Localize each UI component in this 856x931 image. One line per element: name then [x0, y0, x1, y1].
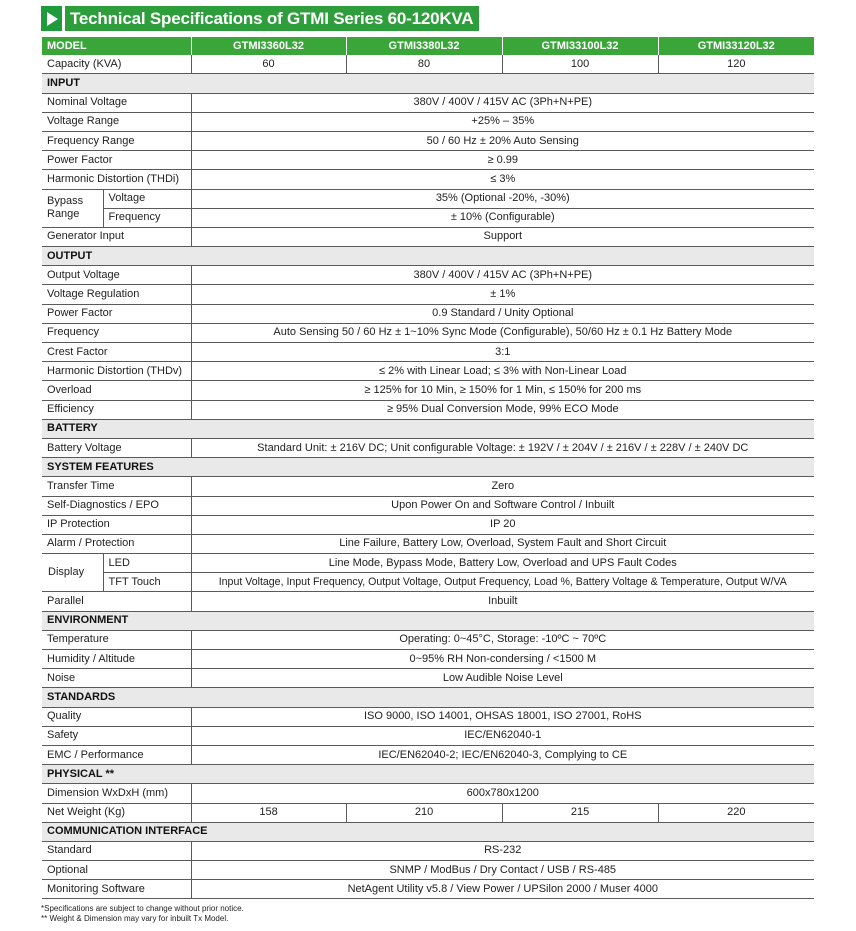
spec-label: Voltage Range [42, 112, 191, 131]
section-heading: COMMUNICATION INTERFACE [42, 822, 814, 841]
spec-row [42, 112, 814, 131]
spec-label: Net Weight (Kg) [42, 803, 191, 822]
section-heading: OUTPUT [42, 247, 814, 266]
spec-value: 380V / 400V / 415V AC (3Ph+N+PE) [191, 266, 814, 285]
spec-label: Power Factor [42, 304, 191, 323]
spec-value: 0.9 Standard / Unity Optional [191, 304, 814, 323]
spec-row [42, 880, 814, 899]
capacity-row [42, 55, 814, 74]
spec-label: Voltage Regulation [42, 285, 191, 304]
spec-label: Humidity / Altitude [42, 650, 191, 669]
spec-value: ISO 9000, ISO 14001, OHSAS 18001, ISO 27001, RoHS [191, 707, 814, 726]
spec-row [42, 592, 814, 611]
spec-label: Noise [42, 669, 191, 688]
spec-row [42, 554, 814, 573]
capacity-value-3: 100 [502, 55, 658, 74]
section-input [42, 74, 814, 93]
spec-value: IP 20 [191, 515, 814, 534]
spec-label: Battery Voltage [42, 438, 191, 457]
spec-sublabel: Frequency [103, 208, 191, 227]
spec-label: Safety [42, 726, 191, 745]
spec-row [42, 745, 814, 764]
spec-value: IEC/EN62040-1 [191, 726, 814, 745]
spec-row [42, 496, 814, 515]
section-system-features [42, 458, 814, 477]
spec-label: Temperature [42, 630, 191, 649]
model-header-2: GTMI3380L32 [346, 37, 502, 55]
spec-row [42, 726, 814, 745]
spec-row [42, 266, 814, 285]
spec-value: ≥ 0.99 [191, 151, 814, 170]
footnote-weight: ** Weight & Dimension may vary for inbuilt Tx Model. [41, 914, 229, 923]
weight-row [42, 803, 814, 822]
spec-value: Support [191, 227, 814, 246]
capacity-value-4: 120 [658, 55, 814, 74]
capacity-label: Capacity (KVA) [42, 55, 191, 74]
spec-label: Dimension WxDxH (mm) [42, 784, 191, 803]
spec-row [42, 707, 814, 726]
spec-value: Input Voltage, Input Frequency, Output Voltage, Output Frequency, Load %, Battery Voltage & Temperature, Output W/VA [191, 573, 814, 592]
spec-value: 50 / 60 Hz ± 20% Auto Sensing [191, 131, 814, 150]
capacity-value-1: 60 [191, 55, 346, 74]
spec-label: Transfer Time [42, 477, 191, 496]
spec-sublabel: TFT Touch [103, 573, 191, 592]
spec-value: +25% – 35% [191, 112, 814, 131]
weight-value-2: 210 [346, 803, 502, 822]
bypass-range-label: Bypass Range [42, 189, 103, 227]
model-header-1: GTMI3360L32 [191, 37, 346, 55]
capacity-value-2: 80 [346, 55, 502, 74]
spec-label: Self-Diagnostics / EPO [42, 496, 191, 515]
section-environment [42, 611, 814, 630]
spec-label: Generator Input [42, 227, 191, 246]
section-heading: ENVIRONMENT [42, 611, 814, 630]
page-title: Technical Specifications of GTMI Series 60-120KVA [65, 6, 479, 31]
model-header-row [42, 37, 814, 55]
spec-label: Nominal Voltage [42, 93, 191, 112]
spec-sublabel: Voltage [103, 189, 191, 208]
spec-value: SNMP / ModBus / Dry Contact / USB / RS-485 [191, 861, 814, 880]
spec-row [42, 323, 814, 342]
spec-row [42, 208, 814, 227]
spec-value: 600x780x1200 [191, 784, 814, 803]
section-physical [42, 765, 814, 784]
section-heading: INPUT [42, 74, 814, 93]
spec-value: 35% (Optional -20%, -30%) [191, 189, 814, 208]
spec-row [42, 170, 814, 189]
spec-row [42, 151, 814, 170]
footnote-specifications: *Specifications are subject to change without prior notice. [41, 904, 244, 913]
spec-row [42, 534, 814, 553]
spec-row [42, 630, 814, 649]
spec-label: Frequency Range [42, 131, 191, 150]
spec-value: ≤ 2% with Linear Load; ≤ 3% with Non-Linear Load [191, 362, 814, 381]
spec-label: Harmonic Distortion (THDi) [42, 170, 191, 189]
spec-value: Standard Unit: ± 216V DC; Unit configurable Voltage: ± 192V / ± 204V / ± 216V / ± 228V / ± 240V DC [191, 438, 814, 457]
weight-value-3: 215 [502, 803, 658, 822]
spec-row [42, 304, 814, 323]
spec-table [42, 37, 814, 899]
spec-row [42, 573, 814, 592]
spec-value: ≥ 125% for 10 Min, ≥ 150% for 1 Min, ≤ 150% for 200 ms [191, 381, 814, 400]
section-standards [42, 688, 814, 707]
spec-value: Auto Sensing 50 / 60 Hz ± 1~10% Sync Mode (Configurable), 50/60 Hz ± 0.1 Hz Battery Mode [191, 323, 814, 342]
spec-label: Crest Factor [42, 343, 191, 362]
spec-row [42, 650, 814, 669]
display-label: Display [42, 554, 103, 592]
section-heading: BATTERY [42, 419, 814, 438]
spec-row [42, 343, 814, 362]
spec-row [42, 784, 814, 803]
spec-value: RS-232 [191, 841, 814, 860]
spec-label: Harmonic Distortion (THDv) [42, 362, 191, 381]
spec-label: Alarm / Protection [42, 534, 191, 553]
spec-value: ± 10% (Configurable) [191, 208, 814, 227]
spec-value: Line Mode, Bypass Mode, Battery Low, Overload and UPS Fault Codes [191, 554, 814, 573]
spec-row [42, 362, 814, 381]
spec-value: Operating: 0~45°C, Storage: -10ºC ~ 70ºC [191, 630, 814, 649]
spec-row [42, 515, 814, 534]
section-battery [42, 419, 814, 438]
spec-row [42, 438, 814, 457]
weight-value-1: 158 [191, 803, 346, 822]
spec-value: 3:1 [191, 343, 814, 362]
spec-row [42, 285, 814, 304]
spec-row [42, 93, 814, 112]
spec-row [42, 841, 814, 860]
spec-sublabel: LED [103, 554, 191, 573]
model-header-3: GTMI33100L32 [502, 37, 658, 55]
spec-value: Inbuilt [191, 592, 814, 611]
spec-row [42, 131, 814, 150]
spec-value: ≥ 95% Dual Conversion Mode, 99% ECO Mode [191, 400, 814, 419]
spec-value: 0~95% RH Non-condersing / <1500 M [191, 650, 814, 669]
spec-value: Low Audible Noise Level [191, 669, 814, 688]
spec-value: Line Failure, Battery Low, Overload, System Fault and Short Circuit [191, 534, 814, 553]
spec-value: ± 1% [191, 285, 814, 304]
section-heading: PHYSICAL ** [42, 765, 814, 784]
spec-value: Upon Power On and Software Control / Inbuilt [191, 496, 814, 515]
title-bar [41, 6, 479, 31]
spec-label: Efficiency [42, 400, 191, 419]
section-output [42, 247, 814, 266]
model-header-4: GTMI33120L32 [658, 37, 814, 55]
section-heading: STANDARDS [42, 688, 814, 707]
spec-label: IP Protection [42, 515, 191, 534]
spec-row [42, 861, 814, 880]
spec-label: Parallel [42, 592, 191, 611]
spec-label: EMC / Performance [42, 745, 191, 764]
spec-value: ≤ 3% [191, 170, 814, 189]
spec-row [42, 189, 814, 208]
spec-row [42, 381, 814, 400]
model-header-label: MODEL [42, 37, 191, 55]
spec-label: Power Factor [42, 151, 191, 170]
section-communication [42, 822, 814, 841]
spec-value: 380V / 400V / 415V AC (3Ph+N+PE) [191, 93, 814, 112]
spec-row [42, 400, 814, 419]
spec-label: Frequency [42, 323, 191, 342]
spec-row [42, 669, 814, 688]
spec-row [42, 477, 814, 496]
spec-label: Quality [42, 707, 191, 726]
spec-label: Monitoring Software [42, 880, 191, 899]
spec-value: Zero [191, 477, 814, 496]
spec-label: Overload [42, 381, 191, 400]
weight-value-4: 220 [658, 803, 814, 822]
spec-row [42, 227, 814, 246]
play-arrow-icon [41, 6, 62, 31]
section-heading: SYSTEM FEATURES [42, 458, 814, 477]
spec-value: NetAgent Utility v5.8 / View Power / UPSilon 2000 / Muser 4000 [191, 880, 814, 899]
spec-label: Standard [42, 841, 191, 860]
spec-value: IEC/EN62040-2; IEC/EN62040-3, Complying to CE [191, 745, 814, 764]
spec-label: Optional [42, 861, 191, 880]
spec-label: Output Voltage [42, 266, 191, 285]
